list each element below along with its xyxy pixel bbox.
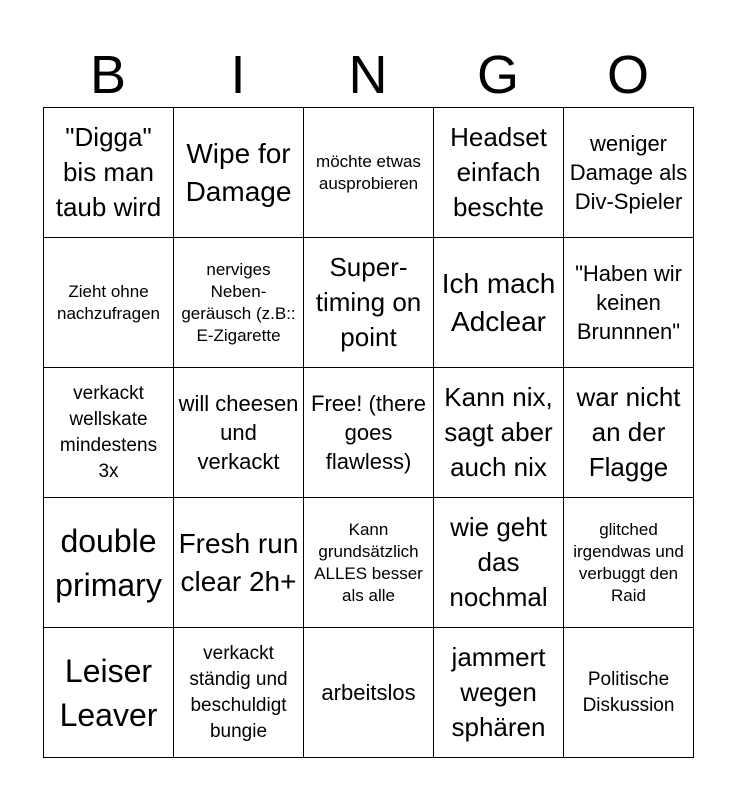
bingo-cell[interactable]	[174, 628, 304, 758]
bingo-cell[interactable]	[564, 108, 694, 238]
bingo-cell[interactable]	[174, 498, 304, 628]
bingo-cell[interactable]	[44, 238, 174, 368]
header-letter-g: G	[476, 45, 519, 105]
bingo-row	[44, 498, 694, 628]
bingo-header	[43, 42, 693, 108]
bingo-cell[interactable]	[564, 238, 694, 368]
cell-text: "Haben wir keinen Brunnnen"	[575, 261, 682, 344]
bingo-cell[interactable]	[564, 628, 694, 758]
bingo-cell[interactable]	[564, 498, 694, 628]
cell-text: Politische Diskussion	[582, 668, 675, 716]
cell-text: "Digga" bis man taub wird	[55, 122, 162, 222]
bingo-cell[interactable]	[434, 628, 564, 758]
bingo-cell[interactable]	[434, 238, 564, 368]
bingo-cell[interactable]	[174, 368, 304, 498]
bingo-cell[interactable]	[304, 628, 434, 758]
cell-text: Super-timing on point	[315, 252, 422, 352]
bingo-cell[interactable]	[44, 368, 174, 498]
bingo-cell[interactable]	[304, 238, 434, 368]
cell-text: war nicht an der Flagge	[576, 382, 681, 482]
bingo-cell[interactable]	[434, 368, 564, 498]
cell-text: weniger Damage als Div-Spieler	[569, 131, 688, 214]
cell-text: Headset einfach beschte	[450, 122, 547, 222]
cell-text: Zieht ohne nachzufragen	[56, 281, 161, 323]
header-letter-n: N	[348, 45, 388, 105]
bingo-row	[44, 368, 694, 498]
bingo-cell[interactable]	[44, 108, 174, 238]
cell-text: möchte etwas ausprobieren	[316, 151, 421, 193]
bingo-cell[interactable]	[304, 368, 434, 498]
cell-text: Leiser Leaver	[59, 652, 158, 733]
cell-text: glitched irgendwas und verbuggt den Raid	[573, 519, 684, 605]
bingo-cell[interactable]	[44, 498, 174, 628]
header-letter-o: O	[606, 45, 649, 105]
cell-text: nerviges Neben-geräusch (z.B:: E-Zigarette	[181, 259, 296, 345]
bingo-row	[44, 238, 694, 368]
cell-text: Free! (there goes flawless)	[311, 391, 426, 474]
header-letter-b: B	[89, 45, 127, 105]
header-letter-i: I	[230, 45, 246, 105]
bingo-cell[interactable]	[434, 108, 564, 238]
cell-text: will cheesen und verkackt	[178, 391, 299, 474]
cell-text: verkackt wellskate mindestens 3x	[59, 382, 158, 482]
cell-text: wie geht das nochmal	[449, 512, 548, 612]
bingo-cell[interactable]	[174, 108, 304, 238]
bingo-cell[interactable]	[304, 108, 434, 238]
bingo-cell[interactable]	[44, 628, 174, 758]
bingo-row	[44, 628, 694, 758]
bingo-cell[interactable]	[434, 498, 564, 628]
cell-text: verkackt ständig und beschuldigt bungie	[189, 642, 288, 742]
cell-text: Fresh run clear 2h+	[178, 527, 299, 597]
cell-text: Wipe for Damage	[185, 137, 292, 207]
cell-text: double primary	[55, 522, 162, 603]
bingo-cell[interactable]	[564, 368, 694, 498]
cell-text: Kann grundsätzlich ALLES besser als alle	[314, 519, 423, 605]
cell-text: jammert wegen sphären	[451, 642, 546, 742]
cell-text: arbeitslos	[321, 680, 416, 705]
cell-text: Kann nix, sagt aber auch nix	[444, 382, 553, 482]
bingo-row	[44, 108, 694, 238]
bingo-cell[interactable]	[304, 498, 434, 628]
cell-text: Ich mach Adclear	[441, 267, 556, 337]
bingo-card	[43, 107, 694, 758]
bingo-cell[interactable]	[174, 238, 304, 368]
